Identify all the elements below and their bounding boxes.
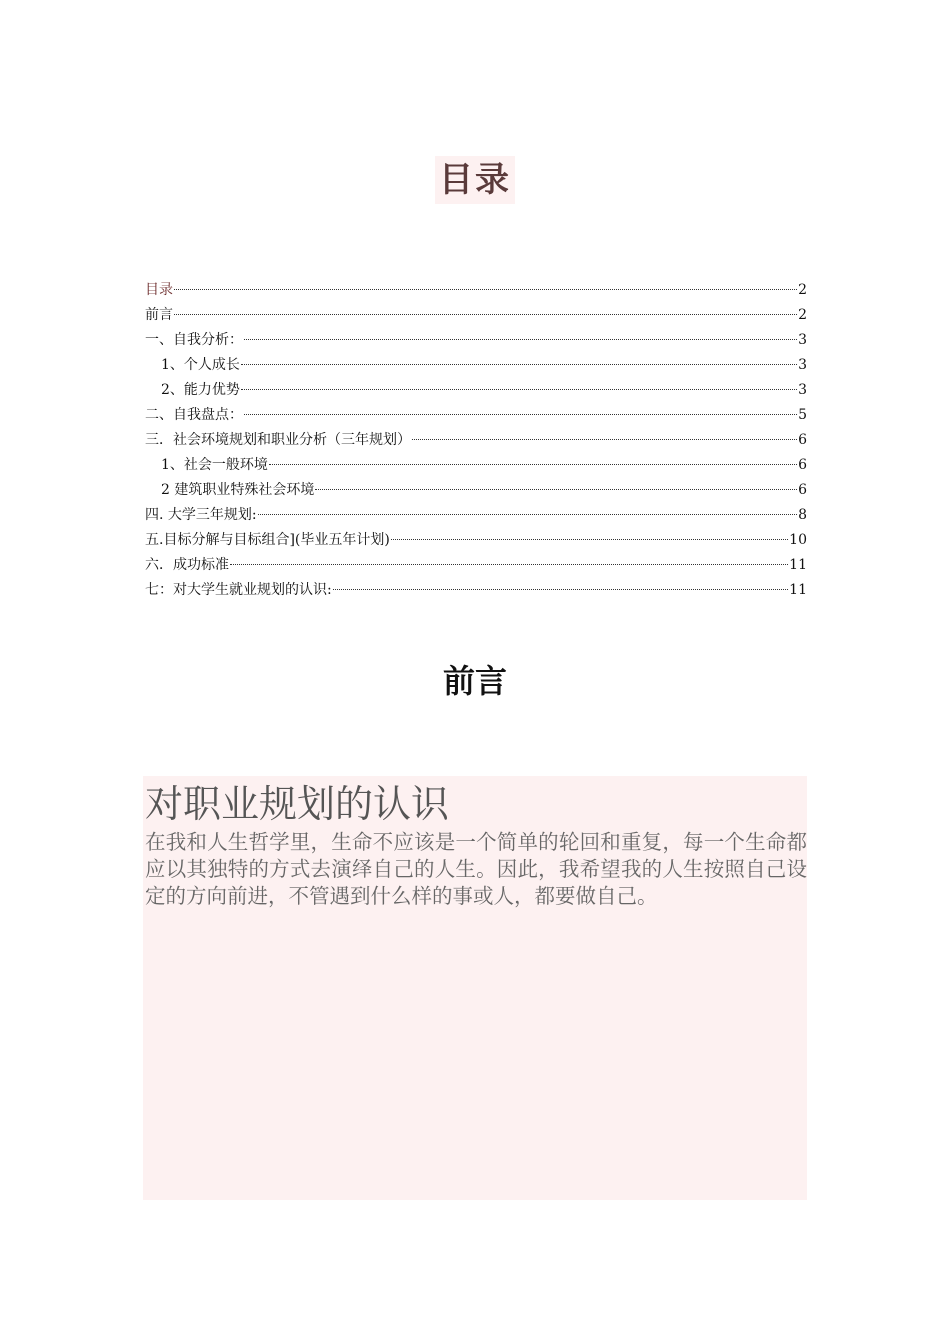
toc-entry[interactable] <box>145 528 807 553</box>
preface-highlight-box <box>143 776 807 1200</box>
toc-entry-title: 一、自我分析： <box>145 332 243 348</box>
toc-entry[interactable] <box>145 278 807 303</box>
toc-entry-page: 5 <box>798 407 807 423</box>
toc-dot-leader <box>315 489 797 490</box>
toc-entry-page: 10 <box>789 532 807 548</box>
toc-entry-page: 6 <box>798 432 807 448</box>
toc-entry-page: 2 <box>798 307 807 323</box>
toc-dot-leader <box>333 589 788 590</box>
toc-entry-title: 三．社会环境规划和职业分析（三年规划） <box>145 432 411 448</box>
toc-entry-title: 四. 大学三年规划: <box>145 507 257 523</box>
toc-entry[interactable] <box>145 578 807 603</box>
toc-dot-leader <box>241 364 797 365</box>
toc-dot-leader <box>269 464 797 465</box>
preface-box-title: 对职业规划的认识 <box>145 782 450 826</box>
table-of-contents <box>145 278 807 603</box>
toc-dot-leader <box>230 564 788 565</box>
toc-dot-leader <box>174 314 797 315</box>
toc-entry-title: 2、能力优势 <box>161 382 240 398</box>
toc-entry-page: 3 <box>798 332 807 348</box>
toc-entry-title: 七：对大学生就业规划的认识: <box>145 582 332 598</box>
toc-entry-page: 6 <box>798 457 807 473</box>
toc-entry-title: 1、个人成长 <box>161 357 240 373</box>
toc-entry-title: 1、社会一般环境 <box>161 457 268 473</box>
toc-dot-leader <box>391 539 788 540</box>
preface-box-text: 在我和人生哲学里，生命不应该是一个简单的轮回和重复，每一个生命都应以其独特的方式去演绎自己的人生。因此，我希望我的人生按照自己设定的方向前进，不管遇到什么样的事或人，都要做自己。 <box>145 830 807 908</box>
toc-dot-leader <box>174 289 797 290</box>
toc-dot-leader <box>241 389 797 390</box>
toc-entry-title: 目录 <box>145 282 173 298</box>
toc-dot-leader <box>412 439 797 440</box>
toc-heading <box>0 152 950 201</box>
toc-dot-leader <box>244 339 797 340</box>
toc-entry-page: 3 <box>798 357 807 373</box>
toc-entry[interactable] <box>145 353 807 378</box>
toc-entry-page: 8 <box>798 507 807 523</box>
toc-entry[interactable] <box>145 303 807 328</box>
toc-entry[interactable] <box>145 378 807 403</box>
preface-heading: 前言 <box>442 662 507 700</box>
toc-heading-text: 目录 <box>435 156 515 204</box>
toc-entry[interactable] <box>145 553 807 578</box>
toc-entry-title: 前言 <box>145 307 173 323</box>
toc-entry-title: 二、自我盘点： <box>145 407 243 423</box>
toc-entry-page: 6 <box>798 482 807 498</box>
toc-entry-title: 2 建筑职业特殊社会环境 <box>161 482 315 498</box>
toc-entry[interactable] <box>145 328 807 353</box>
toc-entry[interactable] <box>145 503 807 528</box>
toc-entry-page: 11 <box>789 582 807 598</box>
toc-entry-page: 11 <box>789 557 807 573</box>
toc-entry-page: 2 <box>798 282 807 298</box>
toc-entry[interactable] <box>145 428 807 453</box>
toc-entry[interactable] <box>145 478 807 503</box>
toc-entry[interactable] <box>145 403 807 428</box>
toc-dot-leader <box>244 414 797 415</box>
toc-entry-page: 3 <box>798 382 807 398</box>
toc-entry[interactable] <box>145 453 807 478</box>
toc-entry-title: 六．成功标准 <box>145 557 229 573</box>
toc-entry-title: 五.目标分解与目标组合](毕业五年计划) <box>145 532 390 548</box>
toc-dot-leader <box>258 514 797 515</box>
